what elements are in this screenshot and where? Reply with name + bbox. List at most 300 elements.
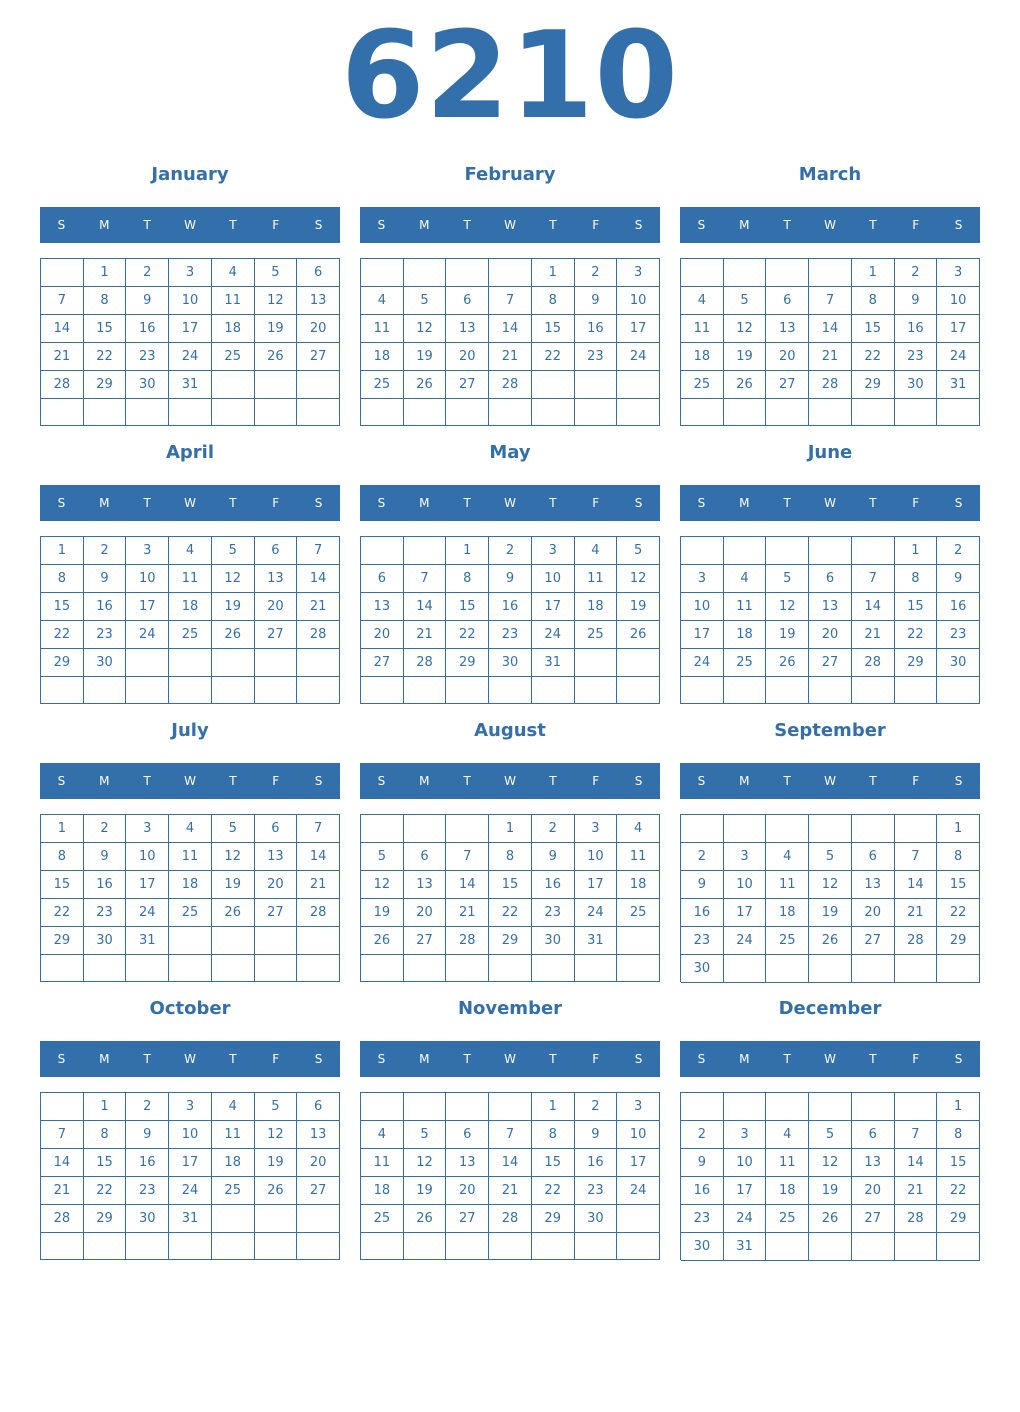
day-cell: 14 — [895, 871, 938, 899]
weekday-label: S — [314, 1052, 323, 1066]
weekday-label: M — [739, 774, 750, 788]
day-cell: 29 — [41, 649, 84, 677]
day-cell: 28 — [41, 1205, 84, 1233]
day-cell: 23 — [84, 621, 127, 649]
empty-day-cell — [766, 677, 809, 704]
day-cell: 24 — [617, 1177, 660, 1205]
day-cell: 19 — [809, 899, 852, 927]
day-cell: 8 — [84, 287, 127, 315]
day-cell: 5 — [361, 843, 404, 871]
day-cell: 22 — [446, 621, 489, 649]
day-cell: 19 — [617, 593, 660, 621]
day-cell: 16 — [681, 1177, 724, 1205]
day-cell: 7 — [852, 565, 895, 593]
weekday-label: W — [504, 774, 516, 788]
day-cell: 10 — [126, 843, 169, 871]
day-cell: 2 — [84, 537, 127, 565]
weekday-label: T — [229, 1052, 237, 1066]
day-cell: 18 — [169, 593, 212, 621]
empty-day-cell — [617, 927, 660, 955]
day-cell: 7 — [297, 815, 340, 843]
day-cell: 20 — [361, 621, 404, 649]
day-cell: 9 — [937, 565, 980, 593]
day-cell: 8 — [489, 843, 532, 871]
weekday-label: F — [272, 218, 280, 232]
weekday-label: T — [869, 1052, 877, 1066]
day-cell: 22 — [489, 899, 532, 927]
day-cell: 30 — [126, 1205, 169, 1233]
day-cell: 26 — [766, 649, 809, 677]
day-cell: 15 — [41, 593, 84, 621]
day-cell: 20 — [809, 621, 852, 649]
weekday-label: M — [419, 496, 430, 510]
day-cell: 31 — [724, 1233, 767, 1261]
day-cell: 11 — [575, 565, 618, 593]
empty-day-cell — [212, 1205, 255, 1233]
weekday-label: S — [377, 218, 386, 232]
day-cell: 27 — [297, 343, 340, 371]
day-cell: 26 — [404, 371, 447, 399]
day-cell: 16 — [126, 1149, 169, 1177]
day-cell: 27 — [809, 649, 852, 677]
day-cell: 2 — [489, 537, 532, 565]
day-cell: 25 — [212, 1177, 255, 1205]
day-cell: 7 — [809, 287, 852, 315]
empty-day-cell — [575, 371, 618, 399]
empty-day-cell — [446, 399, 489, 426]
weekday-label: T — [143, 1052, 151, 1066]
weekday-label: F — [272, 774, 280, 788]
day-cell: 10 — [681, 593, 724, 621]
day-cell: 24 — [724, 1205, 767, 1233]
weekday-label: S — [697, 1052, 706, 1066]
day-cell: 10 — [169, 287, 212, 315]
day-cell: 29 — [532, 1205, 575, 1233]
empty-day-cell — [84, 399, 127, 426]
weekday-label: T — [783, 774, 791, 788]
month-name: November — [457, 998, 563, 1019]
day-cell: 5 — [766, 565, 809, 593]
day-cell: 25 — [575, 621, 618, 649]
empty-day-cell — [852, 537, 895, 565]
empty-day-cell — [84, 1233, 127, 1260]
empty-day-cell — [617, 677, 660, 704]
day-cell: 10 — [575, 843, 618, 871]
day-cell: 30 — [126, 371, 169, 399]
day-cell: 12 — [255, 1121, 298, 1149]
weekday-label: S — [314, 774, 323, 788]
empty-day-cell — [404, 677, 447, 704]
weekday-label: T — [783, 1052, 791, 1066]
day-cell: 26 — [255, 1177, 298, 1205]
day-cell: 27 — [297, 1177, 340, 1205]
empty-day-cell — [681, 259, 724, 287]
day-cell: 17 — [575, 871, 618, 899]
empty-day-cell — [895, 677, 938, 704]
empty-day-cell — [361, 815, 404, 843]
empty-day-cell — [169, 649, 212, 677]
weekday-label: W — [184, 218, 196, 232]
day-cell: 4 — [212, 1093, 255, 1121]
day-cell: 30 — [575, 1205, 618, 1233]
weekday-label: T — [869, 218, 877, 232]
day-cell: 12 — [212, 843, 255, 871]
day-cell: 24 — [575, 899, 618, 927]
day-cell: 14 — [895, 1149, 938, 1177]
day-cell: 1 — [937, 1093, 980, 1121]
empty-day-cell — [361, 537, 404, 565]
empty-day-cell — [297, 955, 340, 982]
day-cell: 15 — [532, 315, 575, 343]
day-cell: 30 — [489, 649, 532, 677]
day-cell: 11 — [724, 593, 767, 621]
weekday-label: M — [99, 774, 110, 788]
day-cell: 8 — [41, 843, 84, 871]
empty-day-cell — [404, 259, 447, 287]
day-cell: 1 — [84, 259, 127, 287]
empty-day-cell — [617, 399, 660, 426]
day-cell: 3 — [681, 565, 724, 593]
day-cell: 30 — [937, 649, 980, 677]
day-cell: 4 — [361, 1121, 404, 1149]
empty-day-cell — [575, 1233, 618, 1260]
day-cell: 28 — [809, 371, 852, 399]
day-cell: 5 — [212, 815, 255, 843]
day-cell: 17 — [126, 871, 169, 899]
day-cell: 26 — [809, 927, 852, 955]
day-cell: 15 — [41, 871, 84, 899]
empty-day-cell — [895, 1233, 938, 1261]
empty-day-cell — [895, 815, 938, 843]
day-cell: 16 — [937, 593, 980, 621]
day-cell: 9 — [575, 287, 618, 315]
empty-day-cell — [895, 955, 938, 983]
day-cell: 23 — [532, 899, 575, 927]
day-cell: 30 — [681, 955, 724, 983]
day-cell: 7 — [297, 537, 340, 565]
day-cell: 23 — [489, 621, 532, 649]
day-cell: 30 — [532, 927, 575, 955]
day-cell: 3 — [724, 1121, 767, 1149]
day-cell: 29 — [489, 927, 532, 955]
day-cell: 25 — [169, 899, 212, 927]
weekday-header — [680, 763, 980, 799]
empty-day-cell — [809, 399, 852, 426]
day-cell: 25 — [169, 621, 212, 649]
day-cell: 4 — [724, 565, 767, 593]
day-cell: 5 — [809, 1121, 852, 1149]
empty-day-cell — [532, 677, 575, 704]
day-cell: 26 — [212, 621, 255, 649]
weekday-label: T — [463, 218, 471, 232]
day-cell: 22 — [84, 343, 127, 371]
day-cell: 11 — [617, 843, 660, 871]
day-cell: 6 — [446, 1121, 489, 1149]
day-cell: 5 — [617, 537, 660, 565]
day-cell: 17 — [617, 315, 660, 343]
empty-day-cell — [937, 955, 980, 983]
weekday-label: T — [229, 774, 237, 788]
empty-day-cell — [895, 1093, 938, 1121]
weekday-label: F — [912, 218, 920, 232]
day-cell: 22 — [532, 1177, 575, 1205]
day-cell: 16 — [126, 315, 169, 343]
day-cell: 5 — [255, 1093, 298, 1121]
day-cell: 15 — [937, 871, 980, 899]
weekday-header — [40, 207, 340, 243]
day-cell: 2 — [575, 1093, 618, 1121]
day-cell: 5 — [404, 287, 447, 315]
day-cell: 25 — [766, 1205, 809, 1233]
empty-day-cell — [255, 677, 298, 704]
day-cell: 20 — [852, 1177, 895, 1205]
empty-day-cell — [404, 399, 447, 426]
empty-day-cell — [724, 259, 767, 287]
day-cell: 17 — [617, 1149, 660, 1177]
month-name: September — [774, 720, 886, 741]
day-cell: 26 — [361, 927, 404, 955]
day-cell: 3 — [126, 537, 169, 565]
day-cell: 15 — [937, 1149, 980, 1177]
day-cell: 1 — [532, 259, 575, 287]
weekday-label: S — [954, 496, 963, 510]
empty-day-cell — [532, 371, 575, 399]
empty-day-cell — [297, 927, 340, 955]
day-grid — [680, 258, 980, 426]
day-cell: 23 — [937, 621, 980, 649]
day-cell: 4 — [169, 815, 212, 843]
day-cell: 16 — [489, 593, 532, 621]
weekday-label: S — [57, 496, 66, 510]
empty-day-cell — [766, 537, 809, 565]
day-cell: 24 — [532, 621, 575, 649]
day-cell: 14 — [489, 315, 532, 343]
day-cell: 26 — [255, 343, 298, 371]
empty-day-cell — [809, 815, 852, 843]
day-cell: 1 — [41, 537, 84, 565]
empty-day-cell — [255, 955, 298, 982]
empty-day-cell — [404, 955, 447, 982]
weekday-label: T — [549, 218, 557, 232]
day-cell: 14 — [404, 593, 447, 621]
day-cell: 1 — [532, 1093, 575, 1121]
empty-day-cell — [446, 955, 489, 982]
day-cell: 8 — [852, 287, 895, 315]
weekday-label: M — [99, 1052, 110, 1066]
day-cell: 9 — [532, 843, 575, 871]
empty-day-cell — [255, 399, 298, 426]
day-cell: 15 — [532, 1149, 575, 1177]
empty-day-cell — [297, 677, 340, 704]
day-cell: 28 — [489, 1205, 532, 1233]
day-cell: 4 — [169, 537, 212, 565]
day-cell: 9 — [681, 1149, 724, 1177]
weekday-label: T — [229, 496, 237, 510]
day-cell: 29 — [937, 927, 980, 955]
day-cell: 29 — [895, 649, 938, 677]
day-cell: 2 — [681, 1121, 724, 1149]
day-cell: 13 — [446, 315, 489, 343]
weekday-label: S — [634, 496, 643, 510]
weekday-label: S — [57, 1052, 66, 1066]
day-cell: 22 — [41, 899, 84, 927]
day-cell: 31 — [937, 371, 980, 399]
empty-day-cell — [617, 1233, 660, 1260]
empty-day-cell — [297, 371, 340, 399]
day-grid — [360, 536, 660, 704]
month-name: October — [149, 998, 231, 1019]
empty-day-cell — [617, 371, 660, 399]
day-cell: 21 — [41, 1177, 84, 1205]
empty-day-cell — [255, 649, 298, 677]
day-cell: 5 — [212, 537, 255, 565]
weekday-header — [680, 1041, 980, 1077]
empty-day-cell — [937, 677, 980, 704]
empty-day-cell — [84, 677, 127, 704]
day-cell: 10 — [126, 565, 169, 593]
day-cell: 10 — [937, 287, 980, 315]
day-cell: 15 — [489, 871, 532, 899]
empty-day-cell — [255, 927, 298, 955]
weekday-label: M — [99, 496, 110, 510]
day-cell: 28 — [446, 927, 489, 955]
day-cell: 18 — [766, 1177, 809, 1205]
empty-day-cell — [41, 677, 84, 704]
day-cell: 11 — [212, 1121, 255, 1149]
day-cell: 25 — [766, 927, 809, 955]
day-cell: 12 — [809, 1149, 852, 1177]
month-name: June — [807, 442, 853, 463]
empty-day-cell — [361, 259, 404, 287]
day-cell: 19 — [212, 871, 255, 899]
day-cell: 22 — [84, 1177, 127, 1205]
day-cell: 3 — [575, 815, 618, 843]
day-cell: 13 — [297, 287, 340, 315]
day-cell: 27 — [852, 927, 895, 955]
empty-day-cell — [766, 1093, 809, 1121]
day-cell: 28 — [297, 621, 340, 649]
day-cell: 16 — [575, 1149, 618, 1177]
empty-day-cell — [724, 815, 767, 843]
day-cell: 20 — [852, 899, 895, 927]
day-cell: 11 — [212, 287, 255, 315]
day-cell: 8 — [41, 565, 84, 593]
day-cell: 18 — [766, 899, 809, 927]
day-cell: 6 — [809, 565, 852, 593]
day-cell: 31 — [169, 371, 212, 399]
weekday-label: M — [99, 218, 110, 232]
day-cell: 12 — [255, 287, 298, 315]
day-cell: 4 — [766, 843, 809, 871]
weekday-label: W — [184, 774, 196, 788]
empty-day-cell — [446, 677, 489, 704]
day-cell: 27 — [404, 927, 447, 955]
day-cell: 20 — [297, 1149, 340, 1177]
empty-day-cell — [446, 1233, 489, 1260]
day-cell: 23 — [681, 927, 724, 955]
day-cell: 24 — [681, 649, 724, 677]
empty-day-cell — [41, 1093, 84, 1121]
empty-day-cell — [126, 649, 169, 677]
day-cell: 7 — [404, 565, 447, 593]
day-cell: 18 — [617, 871, 660, 899]
day-cell: 28 — [489, 371, 532, 399]
empty-day-cell — [126, 955, 169, 982]
empty-day-cell — [852, 815, 895, 843]
day-cell: 26 — [212, 899, 255, 927]
day-cell: 15 — [84, 1149, 127, 1177]
day-cell: 30 — [84, 649, 127, 677]
day-cell: 14 — [41, 1149, 84, 1177]
day-cell: 22 — [937, 1177, 980, 1205]
weekday-label: T — [143, 774, 151, 788]
day-cell: 11 — [169, 565, 212, 593]
day-cell: 20 — [404, 899, 447, 927]
day-grid — [360, 1092, 660, 1260]
empty-day-cell — [404, 537, 447, 565]
day-cell: 16 — [84, 593, 127, 621]
weekday-label: S — [377, 496, 386, 510]
empty-day-cell — [41, 259, 84, 287]
day-cell: 21 — [446, 899, 489, 927]
day-cell: 18 — [575, 593, 618, 621]
day-cell: 29 — [41, 927, 84, 955]
day-cell: 19 — [255, 315, 298, 343]
empty-day-cell — [852, 955, 895, 983]
day-cell: 8 — [84, 1121, 127, 1149]
day-cell: 13 — [852, 1149, 895, 1177]
day-cell: 18 — [212, 1149, 255, 1177]
weekday-label: W — [824, 218, 836, 232]
weekday-label: M — [419, 774, 430, 788]
empty-day-cell — [446, 259, 489, 287]
day-cell: 3 — [532, 537, 575, 565]
day-cell: 16 — [575, 315, 618, 343]
empty-day-cell — [809, 1233, 852, 1261]
day-cell: 27 — [361, 649, 404, 677]
weekday-label: W — [184, 496, 196, 510]
day-cell: 31 — [126, 927, 169, 955]
day-cell: 17 — [937, 315, 980, 343]
day-cell: 2 — [532, 815, 575, 843]
empty-day-cell — [532, 399, 575, 426]
day-cell: 12 — [724, 315, 767, 343]
day-cell: 9 — [489, 565, 532, 593]
day-cell: 14 — [297, 843, 340, 871]
weekday-label: T — [869, 496, 877, 510]
weekday-label: T — [783, 218, 791, 232]
day-cell: 1 — [41, 815, 84, 843]
day-cell: 8 — [446, 565, 489, 593]
day-cell: 30 — [84, 927, 127, 955]
day-cell: 21 — [297, 593, 340, 621]
month-name: January — [151, 164, 229, 185]
weekday-label: S — [697, 496, 706, 510]
weekday-header — [360, 763, 660, 799]
empty-day-cell — [724, 537, 767, 565]
day-cell: 21 — [895, 899, 938, 927]
day-cell: 16 — [532, 871, 575, 899]
day-cell: 28 — [297, 899, 340, 927]
weekday-label: T — [783, 496, 791, 510]
month-name: July — [171, 720, 209, 741]
empty-day-cell — [446, 1093, 489, 1121]
day-cell: 21 — [41, 343, 84, 371]
day-cell: 2 — [681, 843, 724, 871]
day-cell: 13 — [361, 593, 404, 621]
empty-day-cell — [361, 1093, 404, 1121]
day-cell: 14 — [489, 1149, 532, 1177]
